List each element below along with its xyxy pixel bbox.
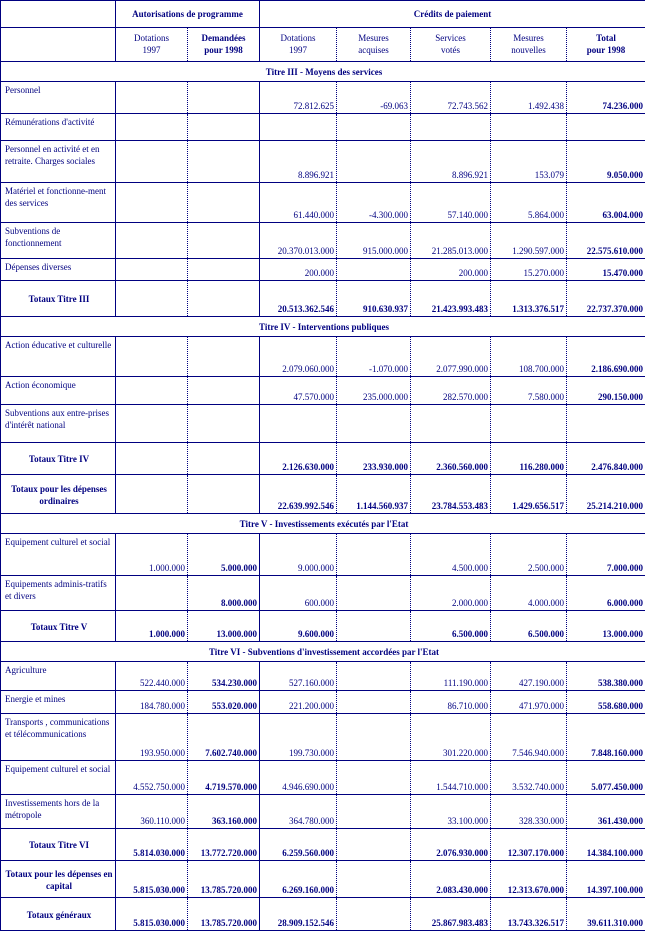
row-label: Rémunérations d'activité (1, 114, 116, 141)
table-row (1, 377, 645, 405)
value-cell (188, 377, 260, 405)
value-cell: 39.611.310.000 (567, 898, 645, 931)
table-row (1, 691, 645, 714)
value-cell: 328.330.000 (491, 795, 567, 829)
section-header-row (1, 642, 645, 662)
value-cell: 108.700.000 (491, 337, 567, 377)
value-cell: 2.077.990.000 (411, 337, 491, 377)
row-label: Totaux Titre III (1, 281, 116, 317)
col-header-mesures-nouvelles: Mesures nouvelles (491, 28, 567, 62)
value-cell: 233.930.000 (337, 443, 411, 475)
section-header-row (1, 317, 645, 337)
value-cell: 1.290.597.000 (491, 223, 567, 259)
row-label: Equipement culturel et social (1, 534, 116, 576)
row-label: Action éducative et culturelle (1, 337, 116, 377)
col-header-services-votes: Services votés (411, 28, 491, 62)
value-cell (116, 259, 188, 281)
value-cell: 8.896.921 (260, 141, 337, 183)
value-cell: 47.570.000 (260, 377, 337, 405)
total-row (1, 443, 645, 475)
value-cell (337, 114, 411, 141)
value-cell (260, 114, 337, 141)
value-cell (188, 443, 260, 475)
col-header-total: Total pour 1998 (567, 28, 645, 62)
table-row (1, 795, 645, 829)
value-cell: 22.639.992.546 (260, 475, 337, 514)
value-cell: 522.440.000 (116, 662, 188, 691)
value-cell (116, 576, 188, 611)
row-label: Dépenses diverses (1, 259, 116, 281)
value-cell: 910.630.937 (337, 281, 411, 317)
value-cell: 1.429.656.517 (491, 475, 567, 514)
table-row (1, 114, 645, 141)
section-title: Titre V - Investissements exécutés par l'Etat (1, 514, 645, 534)
value-cell: 471.970.000 (491, 691, 567, 714)
value-cell: 6.500.000 (411, 611, 491, 642)
value-cell: 200.000 (260, 259, 337, 281)
value-cell: 2.360.560.000 (411, 443, 491, 475)
value-cell (116, 141, 188, 183)
value-cell: 2.076.930.000 (411, 829, 491, 861)
value-cell (188, 475, 260, 514)
value-cell: 360.110.000 (116, 795, 188, 829)
header-empty-cell (1, 28, 116, 62)
value-cell: 2.186.690.000 (567, 337, 645, 377)
value-cell: 600.000 (260, 576, 337, 611)
row-label: Subventions de fonctionnement (1, 223, 116, 259)
value-cell: 33.100.000 (411, 795, 491, 829)
value-cell: 12.313.670.000 (491, 861, 567, 898)
table-row (1, 183, 645, 223)
value-cell (188, 281, 260, 317)
value-cell: 13.000.000 (567, 611, 645, 642)
value-cell: 15.270.000 (491, 259, 567, 281)
value-cell (337, 691, 411, 714)
value-cell: 7.546.940.000 (491, 714, 567, 761)
row-label: Totaux pour les dépenses en capital (1, 861, 116, 898)
header-empty-cell (1, 1, 116, 28)
value-cell: 15.470.000 (567, 259, 645, 281)
row-label: Matériel et fonctionne-ment des services (1, 183, 116, 223)
table-body (1, 62, 645, 931)
value-cell: 4.719.570.000 (188, 761, 260, 795)
value-cell (116, 337, 188, 377)
row-label: Totaux généraux (1, 898, 116, 931)
section-header-row (1, 62, 645, 82)
value-cell: 4.000.000 (491, 576, 567, 611)
value-cell (116, 82, 188, 114)
value-cell: 111.190.000 (411, 662, 491, 691)
value-cell: 184.780.000 (116, 691, 188, 714)
value-cell (116, 223, 188, 259)
total-row (1, 475, 645, 514)
value-cell: 221.200.000 (260, 691, 337, 714)
total-row (1, 611, 645, 642)
value-cell: 1.144.560.937 (337, 475, 411, 514)
row-label: Totaux pour les dépenses ordinaires (1, 475, 116, 514)
value-cell: 61.440.000 (260, 183, 337, 223)
row-label: Equipement culturel et social (1, 761, 116, 795)
value-cell: 7.848.160.000 (567, 714, 645, 761)
value-cell (188, 141, 260, 183)
value-cell: -69.063 (337, 82, 411, 114)
value-cell (260, 405, 337, 443)
value-cell: 5.864.000 (491, 183, 567, 223)
value-cell: 5.077.450.000 (567, 761, 645, 795)
value-cell: 9.050.000 (567, 141, 645, 183)
value-cell: 72.812.625 (260, 82, 337, 114)
value-cell: 527.160.000 (260, 662, 337, 691)
value-cell (188, 183, 260, 223)
value-cell: 1.492.438 (491, 82, 567, 114)
value-cell: 74.236.000 (567, 82, 645, 114)
value-cell: 1.313.376.517 (491, 281, 567, 317)
value-cell: 25.867.983.483 (411, 898, 491, 931)
col-header-dotations-cp: Dotations 1997 (260, 28, 337, 62)
value-cell: 301.220.000 (411, 714, 491, 761)
value-cell: 28.909.152.546 (260, 898, 337, 931)
value-cell: 553.020.000 (188, 691, 260, 714)
value-cell: 63.004.000 (567, 183, 645, 223)
value-cell: 2.079.060.000 (260, 337, 337, 377)
col-header-mesures-acquises: Mesures acquises (337, 28, 411, 62)
value-cell: 5.814.030.000 (116, 829, 188, 861)
value-cell: 1.000.000 (116, 534, 188, 576)
header-autorisations: Autorisations de programme (116, 1, 260, 28)
value-cell: 86.710.000 (411, 691, 491, 714)
value-cell: 116.280.000 (491, 443, 567, 475)
value-cell (116, 443, 188, 475)
value-cell: -1.070.000 (337, 337, 411, 377)
header-row-columns (1, 28, 645, 62)
header-credits: Crédits de paiement (260, 1, 645, 28)
value-cell (491, 114, 567, 141)
table-row (1, 662, 645, 691)
total-row (1, 861, 645, 898)
value-cell: 193.950.000 (116, 714, 188, 761)
col-header-dotations-ap: Dotations 1997 (116, 28, 188, 62)
value-cell: 13.743.326.517 (491, 898, 567, 931)
value-cell (567, 114, 645, 141)
value-cell (337, 141, 411, 183)
total-row (1, 829, 645, 861)
value-cell: 4.946.690.000 (260, 761, 337, 795)
value-cell: 2.476.840.000 (567, 443, 645, 475)
value-cell (116, 475, 188, 514)
table-row (1, 534, 645, 576)
value-cell (188, 405, 260, 443)
table-row (1, 259, 645, 281)
value-cell (337, 898, 411, 931)
value-cell: 427.190.000 (491, 662, 567, 691)
table-row (1, 761, 645, 795)
row-label: Equipements adminis-tratifs et divers (1, 576, 116, 611)
value-cell: 6.500.000 (491, 611, 567, 642)
value-cell: 8.000.000 (188, 576, 260, 611)
value-cell: 361.430.000 (567, 795, 645, 829)
value-cell: 7.602.740.000 (188, 714, 260, 761)
section-title: Titre IV - Interventions publiques (1, 317, 645, 337)
value-cell (188, 82, 260, 114)
value-cell: 2.083.430.000 (411, 861, 491, 898)
value-cell: 20.370.013.000 (260, 223, 337, 259)
section-title: Titre VI - Subventions d'investissement accordées par l'Etat (1, 642, 645, 662)
value-cell: 534.230.000 (188, 662, 260, 691)
value-cell: 72.743.562 (411, 82, 491, 114)
value-cell: 9.600.000 (260, 611, 337, 642)
row-label: Transports , communications et télécommunications (1, 714, 116, 761)
row-label: Personnel en activité et en retraite. Charges sociales (1, 141, 116, 183)
row-label: Totaux Titre IV (1, 443, 116, 475)
table-row (1, 141, 645, 183)
row-label: Agriculture (1, 662, 116, 691)
section-title: Titre III - Moyens des services (1, 62, 645, 82)
row-label: Action économique (1, 377, 116, 405)
table-row (1, 337, 645, 377)
section-header-row (1, 514, 645, 534)
row-label: Energie et mines (1, 691, 116, 714)
value-cell (411, 405, 491, 443)
value-cell (188, 259, 260, 281)
value-cell (188, 337, 260, 377)
value-cell: 235.000.000 (337, 377, 411, 405)
value-cell: 13.772.720.000 (188, 829, 260, 861)
row-label: Totaux Titre VI (1, 829, 116, 861)
col-header-demandees: Demandées pour 1998 (188, 28, 260, 62)
value-cell: 290.150.000 (567, 377, 645, 405)
header-row-groups (1, 1, 645, 28)
row-label: Personnel (1, 82, 116, 114)
value-cell (337, 259, 411, 281)
value-cell: 7.000.000 (567, 534, 645, 576)
value-cell (491, 405, 567, 443)
value-cell: 13.785.720.000 (188, 861, 260, 898)
value-cell (337, 761, 411, 795)
value-cell: 23.784.553.483 (411, 475, 491, 514)
value-cell (188, 223, 260, 259)
value-cell: 200.000 (411, 259, 491, 281)
value-cell (337, 795, 411, 829)
value-cell: 14.384.100.000 (567, 829, 645, 861)
value-cell: 915.000.000 (337, 223, 411, 259)
table-row (1, 405, 645, 443)
value-cell: 6.259.560.000 (260, 829, 337, 861)
value-cell (337, 576, 411, 611)
value-cell (567, 405, 645, 443)
value-cell: 6.000.000 (567, 576, 645, 611)
value-cell: 12.307.170.000 (491, 829, 567, 861)
value-cell: 9.000.000 (260, 534, 337, 576)
row-label: Totaux Titre V (1, 611, 116, 642)
value-cell: 1.544.710.000 (411, 761, 491, 795)
row-label: Investissements hors de la métropole (1, 795, 116, 829)
value-cell: 13.785.720.000 (188, 898, 260, 931)
value-cell: 153.079 (491, 141, 567, 183)
value-cell: 4.500.000 (411, 534, 491, 576)
value-cell (337, 861, 411, 898)
value-cell: 21.285.013.000 (411, 223, 491, 259)
value-cell: 5.000.000 (188, 534, 260, 576)
table-row (1, 714, 645, 761)
value-cell: 21.423.993.483 (411, 281, 491, 317)
value-cell (116, 114, 188, 141)
value-cell: 22.737.370.000 (567, 281, 645, 317)
value-cell: 364.780.000 (260, 795, 337, 829)
value-cell: -4.300.000 (337, 183, 411, 223)
total-row (1, 281, 645, 317)
value-cell (337, 405, 411, 443)
total-row (1, 898, 645, 931)
value-cell: 282.570.000 (411, 377, 491, 405)
value-cell (411, 114, 491, 141)
value-cell: 13.000.000 (188, 611, 260, 642)
value-cell (116, 183, 188, 223)
value-cell (116, 405, 188, 443)
value-cell: 2.126.630.000 (260, 443, 337, 475)
value-cell: 25.214.210.000 (567, 475, 645, 514)
table-row (1, 576, 645, 611)
value-cell: 7.580.000 (491, 377, 567, 405)
value-cell: 8.896.921 (411, 141, 491, 183)
value-cell: 20.513.362.546 (260, 281, 337, 317)
table-row (1, 82, 645, 114)
value-cell: 6.269.160.000 (260, 861, 337, 898)
row-label: Subventions aux entre-prises d'intérêt national (1, 405, 116, 443)
value-cell: 1.000.000 (116, 611, 188, 642)
value-cell: 2.000.000 (411, 576, 491, 611)
value-cell: 22.575.610.000 (567, 223, 645, 259)
value-cell: 5.815.030.000 (116, 861, 188, 898)
value-cell: 558.680.000 (567, 691, 645, 714)
value-cell (337, 829, 411, 861)
value-cell: 2.500.000 (491, 534, 567, 576)
value-cell (337, 662, 411, 691)
value-cell: 538.380.000 (567, 662, 645, 691)
value-cell (188, 114, 260, 141)
value-cell (337, 714, 411, 761)
value-cell: 199.730.000 (260, 714, 337, 761)
value-cell (337, 611, 411, 642)
value-cell: 363.160.000 (188, 795, 260, 829)
value-cell: 5.815.030.000 (116, 898, 188, 931)
value-cell: 14.397.100.000 (567, 861, 645, 898)
value-cell (116, 281, 188, 317)
value-cell (116, 377, 188, 405)
value-cell: 3.532.740.000 (491, 761, 567, 795)
value-cell (337, 534, 411, 576)
table-row (1, 223, 645, 259)
value-cell: 4.552.750.000 (116, 761, 188, 795)
value-cell: 57.140.000 (411, 183, 491, 223)
